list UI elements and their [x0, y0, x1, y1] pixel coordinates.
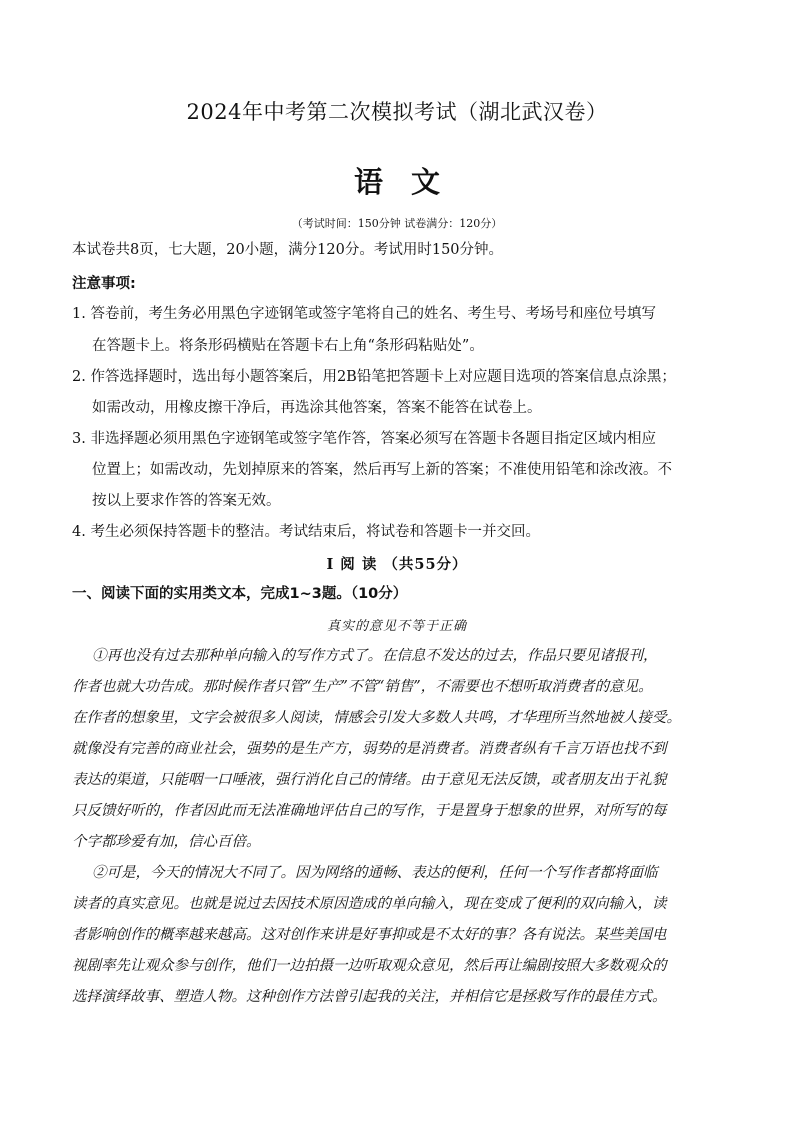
- paragraph-line: 个字都珍爱有加，信心百倍。: [72, 834, 261, 850]
- exam-info: （考试时间：150分钟 试卷满分：120分）: [291, 217, 503, 230]
- paragraph-line: 表达的渠道，只能咽一口唾液，强行消化自己的情绪。由于意见无法反馈，或者朋友出于礼貌: [72, 772, 667, 788]
- notice-line: 按以上要求作答的答案无效。: [92, 493, 281, 509]
- notice-line: 1. 答卷前，考生务必用黑色字迹钢笔或签字笔将自己的姓名、考生号、考场号和座位号填写: [72, 306, 656, 322]
- section-heading: Ⅰ 阅 读 （共55分）: [326, 556, 468, 573]
- paragraph-line: 在作者的想象里，文字会被很多人阅读，情感会引发大多数人共鸣，才华理所当然地被人接受。: [72, 710, 681, 726]
- paragraph-line: ①再也没有过去那种单向输入的写作方式了。在信息不发达的过去，作品只要见诸报刊，: [92, 648, 658, 664]
- notice-heading: 注意事项:: [72, 276, 136, 292]
- paragraph-line: 视剧率先让观众参与创作，他们一边拍摄一边听取观众意见，然后再让编剧按照大多数观众的: [72, 958, 667, 974]
- paragraph-line: ②可是，今天的情况大不同了。因为网络的通畅、表达的便利，任何一个写作者都将面临: [92, 865, 658, 881]
- paragraph-line: 作者也就大功告成。那时候作者只管“生产”不管“销售”，不需要也不想听取消费者的意见。: [72, 679, 653, 695]
- paragraph-line: 就像没有完善的商业社会，强势的是生产方，弱势的是消费者。消费者纵有千言万语也找不到: [72, 741, 667, 757]
- notice-line: 如需改动，用橡皮擦干净后，再选涂其他答案，答案不能答在试卷上。: [92, 400, 542, 416]
- notice-line: 位置上；如需改动，先划掉原来的答案，然后再写上新的答案；不准使用铅笔和涂改液。不: [92, 462, 672, 478]
- subject-title: 语文: [353, 165, 468, 199]
- paragraph-line: 者影响创作的概率越来越高。这对创作来讲是好事抑或是不太好的事？各有说法。某些美国电: [72, 927, 667, 943]
- notice-line: 2. 作答选择题时，选出每小题答案后，用2B铅笔把答题卡上对应题目选项的答案信息点涂黑；: [72, 369, 676, 385]
- paragraph-line: 选择演绎故事、塑造人物。这种创作方法曾引起我的关注，并相信它是拯救写作的最佳方式。: [72, 989, 667, 1005]
- paragraph-line: 读者的真实意见。也就是说过去因技术原因造成的单向输入，现在变成了便利的双向输入，读: [72, 896, 667, 912]
- notice-line: 在答题卡上。将条形码横贴在答题卡右上角“条形码粘贴处”。: [92, 338, 484, 354]
- exam-title: 2024年中考第二次模拟考试（湖北武汉卷）: [186, 100, 608, 124]
- article-title: 真实的意见不等于正确: [326, 619, 467, 634]
- intro-text: 本试卷共8页，七大题，20小题，满分120分。考试用时150分钟。: [72, 242, 504, 258]
- notice-line: 3. 非选择题必须用黑色字迹钢笔或签字笔作答，答案必须写在答题卡各题目指定区域内相应: [72, 431, 656, 447]
- notice-line: 4. 考生必须保持答题卡的整洁。考试结束后，将试卷和答题卡一并交回。: [72, 524, 540, 540]
- question-heading: 一、阅读下面的实用类文本，完成1~3题。（10分）: [72, 586, 408, 602]
- paragraph-line: 只反馈好听的，作者因此而无法准确地评估自己的写作，于是置身于想象的世界，对所写的每: [72, 803, 667, 819]
